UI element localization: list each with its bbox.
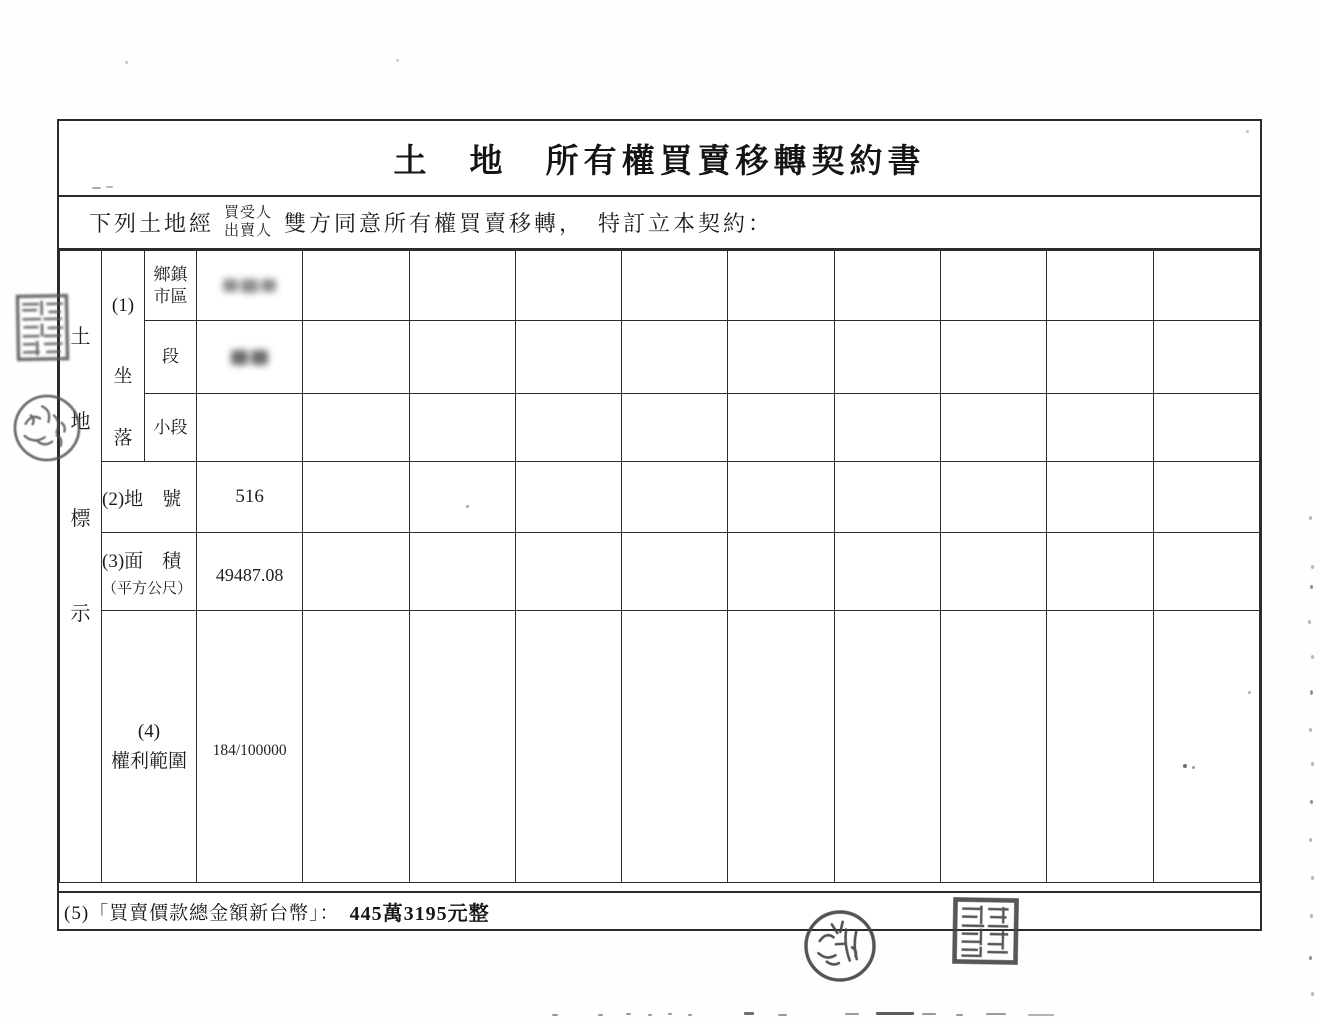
empty-cell [515,321,621,394]
empty-cell [622,394,728,462]
scan-speck [396,59,399,62]
empty-cell [1047,321,1153,394]
section-char-4: 示 [70,603,91,625]
empty-cell [941,394,1047,462]
party-buyer-label: 買受人 [224,205,273,222]
scan-speck [1309,838,1312,842]
scan-smudge [552,1014,558,1016]
scan-speck [1192,766,1195,769]
empty-cell [409,462,515,533]
rights-scope-value: 184/100000 [197,611,303,883]
empty-cell [622,611,728,883]
scan-smudge [688,1014,692,1016]
scan-smudge [92,187,101,189]
empty-cell [515,251,621,321]
label-section: 段 [145,321,197,394]
empty-cell [834,462,940,533]
empty-cell [941,251,1047,321]
section-char-3: 標 [70,508,91,530]
redaction-blur [197,279,302,293]
empty-cell [303,533,409,611]
scan-smudge [778,1014,787,1016]
empty-cell [303,394,409,462]
empty-cell [622,321,728,394]
scan-speck [1246,130,1249,133]
empty-cell [728,321,834,394]
redaction-blur [197,350,302,365]
party-stack [224,205,272,240]
price-label: (5)「買賣價款總金額新台幣」： [64,902,340,924]
empty-cell [409,251,515,321]
scan-speck [1309,728,1312,732]
empty-cell [1047,611,1153,883]
label-area: (3)面 積 （平方公尺） [102,533,197,611]
empty-cell [1047,462,1153,533]
empty-cell [409,533,515,611]
empty-cell [1047,394,1153,462]
intro-row [59,197,1260,250]
empty-cell [834,251,940,321]
scan-smudge [845,1013,859,1015]
empty-cell [834,533,940,611]
empty-cell [1153,462,1259,533]
label-subsection: 小段 [145,394,197,462]
location-char1: 坐 [113,366,133,387]
scan-smudge [648,1014,652,1016]
empty-cell [728,611,834,883]
label-parcel-number: (2)地 號 [102,462,197,533]
empty-cell [1153,611,1259,883]
empty-cell [409,321,515,394]
title-row [59,121,1260,197]
empty-cell [728,462,834,533]
land-description-table [59,250,1260,883]
empty-cell [941,533,1047,611]
row-area [60,533,1260,611]
empty-cell [728,533,834,611]
empty-cell [622,251,728,321]
label-township: 鄉鎮 市區 [145,251,197,321]
scan-smudge [986,1013,1006,1015]
scan-smudge [744,1012,754,1015]
empty-cell [1153,394,1259,462]
scan-speck [1311,762,1314,766]
scan-smudge [876,1012,914,1015]
row-subsection [60,394,1260,462]
empty-cell [303,251,409,321]
scan-smudge [106,186,113,188]
section-label-land-description [60,251,102,883]
contract-sheet [57,119,1262,931]
scan-speck [1308,620,1311,624]
empty-cell [834,394,940,462]
empty-cell [303,611,409,883]
empty-cell [1047,533,1153,611]
empty-cell [728,251,834,321]
price-row [59,891,1260,929]
row-township [60,251,1260,321]
row-section [60,321,1260,394]
empty-cell [515,611,621,883]
scan-smudge [956,1014,963,1016]
label-location [102,251,145,462]
empty-cell [515,394,621,462]
section-char-2: 地 [70,411,91,433]
scan-smudge [668,1013,672,1015]
scan-speck [1248,691,1251,694]
intro-prefix: 下列土地經 [89,211,215,236]
empty-cell [197,394,303,462]
scan-speck [1309,956,1312,960]
empty-cell [622,462,728,533]
scan-speck [1310,585,1313,589]
empty-cell [409,394,515,462]
label-rights-scope: (4) 權利範圍 [102,611,197,883]
scan-speck [1311,655,1314,659]
scan-smudge [922,1013,936,1015]
empty-cell [1153,321,1259,394]
scan-speck [1310,690,1313,695]
empty-cell [515,533,621,611]
empty-cell [941,321,1047,394]
empty-cell [728,394,834,462]
empty-cell [515,462,621,533]
scan-speck [1311,876,1314,880]
scan-speck [1311,565,1314,569]
intro-suffix: 雙方同意所有權買賣移轉， 特訂立本契約： [284,211,774,236]
scan-speck [125,61,128,64]
empty-cell [1153,251,1259,321]
scan-speck [1183,764,1187,768]
scan-speck [1311,992,1314,996]
scan-speck [1310,800,1313,804]
party-seller-label: 出賣人 [224,222,273,239]
empty-cell [622,533,728,611]
row-parcel-number [60,462,1260,533]
empty-cell [941,611,1047,883]
empty-cell [1153,533,1259,611]
page-title: 土 地 所有權買賣移轉契約書 [393,143,926,180]
empty-cell [941,462,1047,533]
price-value: 445萬3195元整 [349,902,490,925]
empty-cell [303,462,409,533]
scan-smudge [598,1014,603,1016]
section-value-redacted [197,321,303,394]
row-rights-scope [60,611,1260,883]
scan-smudge [1028,1014,1054,1016]
scan-speck [1310,914,1313,918]
empty-cell [409,611,515,883]
township-value-redacted [197,251,303,321]
empty-cell [834,611,940,883]
parcel-number-value: 516 [197,462,303,533]
empty-cell [1047,251,1153,321]
area-value: 49487.08 [197,533,303,611]
scan-speck [1309,516,1312,520]
location-char2: 落 [113,428,133,449]
section-char-1: 土 [70,326,91,348]
scan-smudge [626,1013,631,1015]
scan-speck [466,505,469,508]
location-num: (1) [111,295,135,316]
empty-cell [303,321,409,394]
empty-cell [834,321,940,394]
